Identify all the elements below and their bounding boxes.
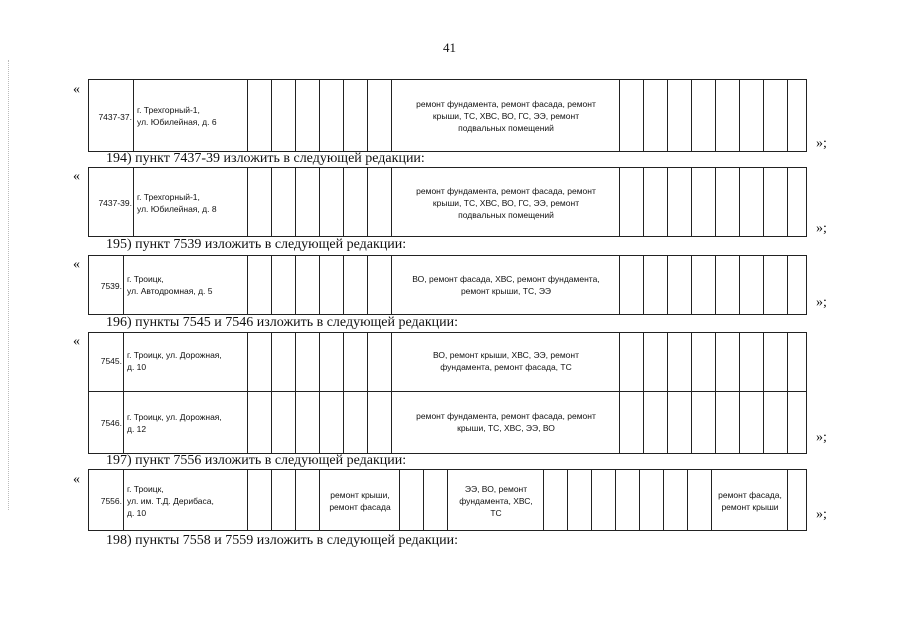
works-line: ремонт крыши, ТС, ЭЭ <box>460 286 552 296</box>
works-line: крыши, ТС, ХВС, ВО, ГС, ЭЭ, ремонт <box>432 198 580 208</box>
address-line: г. Троицк, <box>127 274 164 284</box>
works-line: ремонт крыши <box>721 502 779 512</box>
works-line: крыши, ТС, ХВС, ЭЭ, ВО <box>457 423 555 433</box>
opening-quote: « <box>73 334 80 349</box>
scan-margin-line <box>8 60 9 510</box>
address-line: г. Троицк, <box>127 484 164 494</box>
works-line: ТС <box>490 508 502 518</box>
section-heading: 194) пункт 7437-39 изложить в следующей редакции: <box>106 151 425 166</box>
address-line: ул. Юбилейная, д. 6 <box>137 117 217 127</box>
opening-quote: « <box>73 257 80 272</box>
works-line: ремонт фундамента, ремонт фасада, ремонт <box>416 99 596 109</box>
section-heading: 198) пункты 7558 и 7559 изложить в следующей редакции: <box>106 533 459 548</box>
address-line: ул. им. Т.Д. Дерибаса, <box>127 496 214 506</box>
table-7556 <box>88 469 807 531</box>
address-line: ул. Юбилейная, д. 8 <box>137 204 217 214</box>
row-number: 7437-37. <box>98 112 132 122</box>
works-line: ремонт крыши, <box>330 490 390 500</box>
table-7437-39 <box>88 167 807 237</box>
address-line: д. 10 <box>127 362 147 372</box>
row-number: 7556. <box>100 496 122 506</box>
row-number: 7437-39. <box>98 198 132 208</box>
table-7539 <box>88 255 807 315</box>
closing-quote: »; <box>816 507 827 522</box>
address-line: д. 12 <box>127 424 147 434</box>
address-line: ул. Автодромная, д. 5 <box>127 286 213 296</box>
works-line: фундамента, ХВС, <box>459 496 533 506</box>
address-line: г. Трехгорный-1, <box>137 192 200 202</box>
works-line: ЭЭ, ВО, ремонт <box>464 484 528 494</box>
table-7437-37 <box>88 79 807 152</box>
works-line: ВО, ремонт крыши, ХВС, ЭЭ, ремонт <box>432 350 579 360</box>
closing-quote: »; <box>816 430 827 445</box>
works-line: подвальных помещений <box>458 123 554 133</box>
closing-quote: »; <box>816 136 827 151</box>
opening-quote: « <box>73 472 80 487</box>
table-7545-7546 <box>88 332 807 454</box>
page-number: 41 <box>443 40 456 55</box>
address-line: г. Трехгорный-1, <box>137 105 200 115</box>
closing-quote: »; <box>816 295 827 310</box>
works-line: ремонт фундамента, ремонт фасада, ремонт <box>416 411 596 421</box>
works-line: ремонт фасада, <box>718 490 782 500</box>
section-heading: 195) пункт 7539 изложить в следующей редакции: <box>106 237 407 252</box>
opening-quote: « <box>73 82 80 97</box>
works-line: подвальных помещений <box>458 210 554 220</box>
section-heading: 197) пункт 7556 изложить в следующей редакции: <box>106 453 407 468</box>
works-line: фундамента, ремонт фасада, ТС <box>440 362 572 372</box>
row-number: 7546. <box>100 418 122 428</box>
section-heading: 196) пункты 7545 и 7546 изложить в следующей редакции: <box>106 315 459 330</box>
opening-quote: « <box>73 169 80 184</box>
works-line: ремонт фасада <box>329 502 391 512</box>
works-line: ремонт фундамента, ремонт фасада, ремонт <box>416 186 596 196</box>
closing-quote: »; <box>816 221 827 236</box>
address-line: г. Троицк, ул. Дорожная, <box>127 350 222 360</box>
works-line: ВО, ремонт фасада, ХВС, ремонт фундамента, <box>412 274 600 284</box>
address-line: г. Троицк, ул. Дорожная, <box>127 412 222 422</box>
row-number: 7545. <box>100 356 122 366</box>
address-line: д. 10 <box>127 508 147 518</box>
row-number: 7539. <box>100 281 122 291</box>
works-line: крыши, ТС, ХВС, ВО, ГС, ЭЭ, ремонт <box>432 111 580 121</box>
